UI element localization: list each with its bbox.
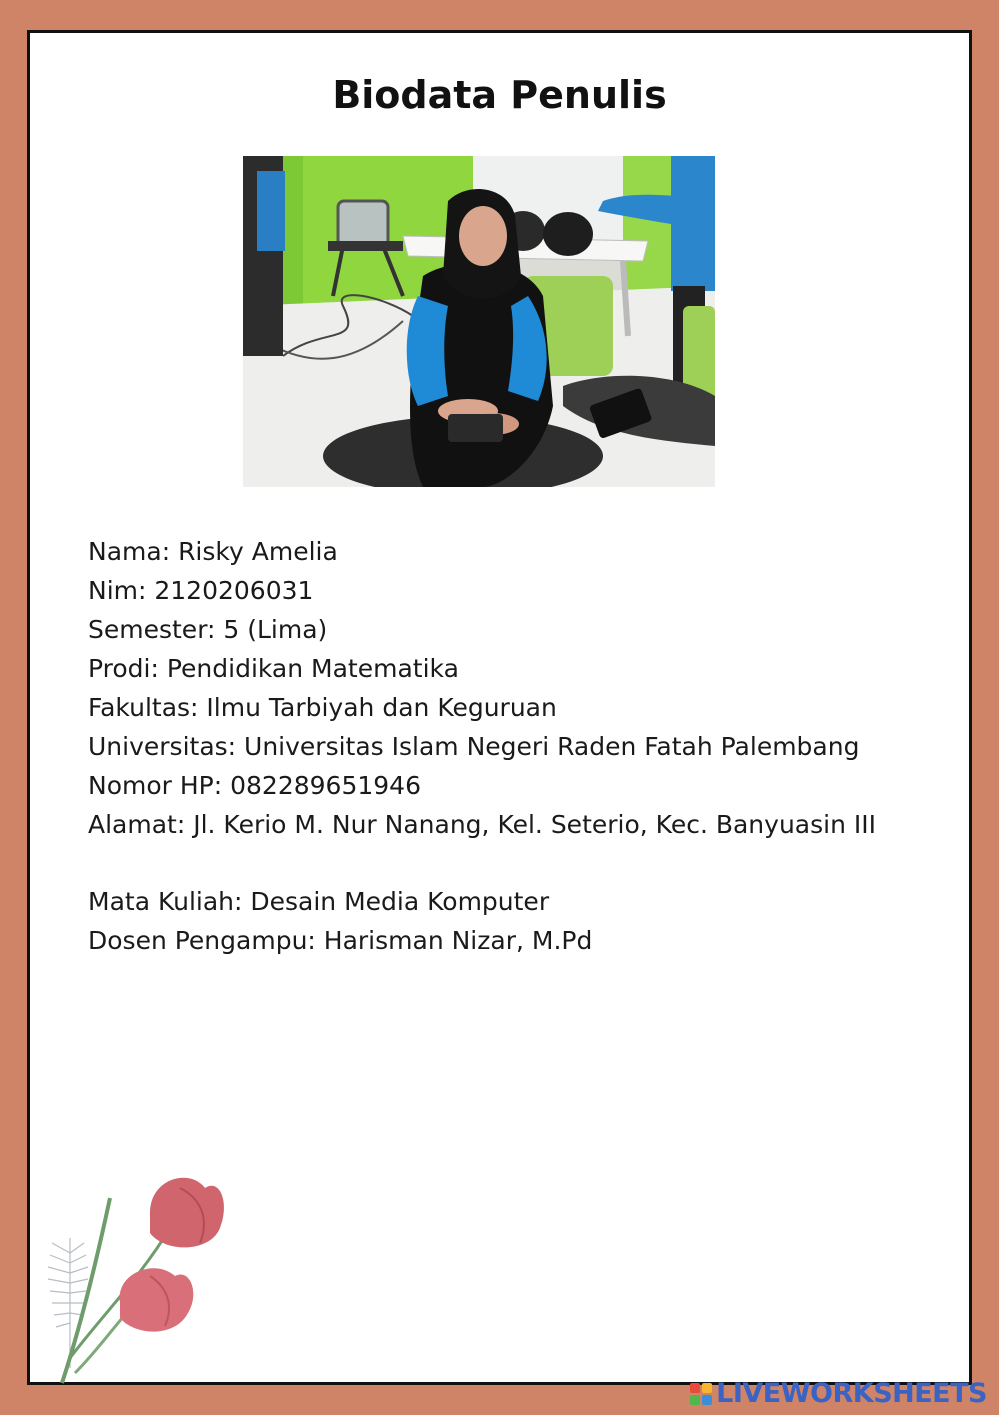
page-title: Biodata Penulis <box>332 73 667 117</box>
biodata-name: Nama: Risky Amelia <box>88 537 338 566</box>
biodata-prodi: Prodi: Pendidikan Matematika <box>88 654 459 683</box>
liveworksheets-logo-icon <box>690 1383 712 1405</box>
person-photo-icon <box>243 156 715 487</box>
brand-text: LIVEWORKSHEETS <box>716 1378 987 1409</box>
biodata-fakultas: Fakultas: Ilmu Tarbiyah dan Keguruan <box>88 693 557 722</box>
document-page <box>27 30 972 1385</box>
biodata-nim: Nim: 2120206031 <box>88 576 314 605</box>
course-name: Mata Kuliah: Desain Media Komputer <box>88 887 550 916</box>
tulip-flower-icon <box>40 1158 240 1388</box>
liveworksheets-brand <box>690 1378 987 1409</box>
biodata-address: Alamat: Jl. Kerio M. Nur Nanang, Kel. Seterio, Kec. Banyuasin III <box>88 810 876 839</box>
biodata-universitas: Universitas: Universitas Islam Negeri Raden Fatah Palembang <box>88 732 860 761</box>
course-lecturer: Dosen Pengampu: Harisman Nizar, M.Pd <box>88 926 593 955</box>
biodata-phone: Nomor HP: 082289651946 <box>88 771 421 800</box>
biodata-section <box>88 532 948 960</box>
section-spacer <box>88 844 948 882</box>
biodata-semester: Semester: 5 (Lima) <box>88 615 328 644</box>
